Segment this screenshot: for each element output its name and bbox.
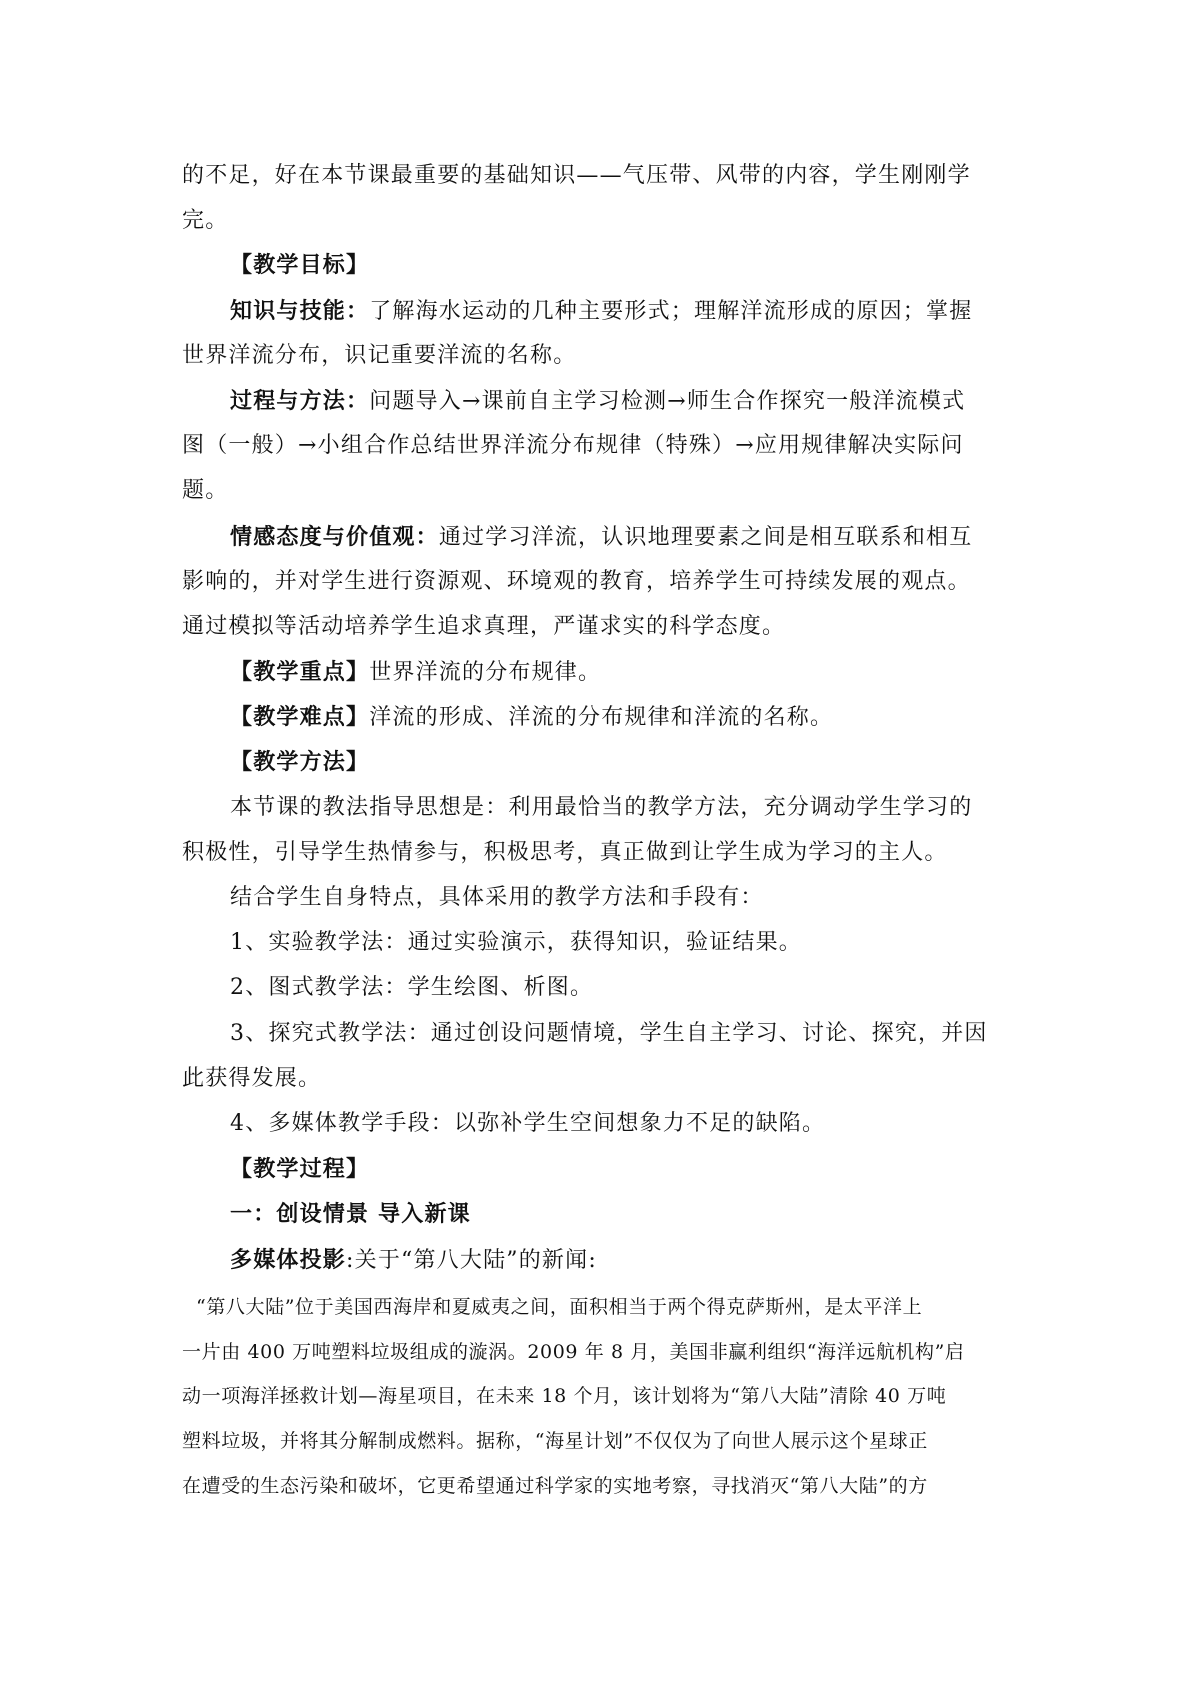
- goals-heading: 【教学目标】: [230, 252, 370, 278]
- method-paragraph-line-2: 积极性，引导学生热情参与，积极思考，真正做到让学生成为学习的主人。: [182, 840, 948, 865]
- media-text: :关于“第八大陆”的新闻:: [346, 1248, 597, 1273]
- method-paragraph-line-3: 结合学生自身特点，具体采用的教学方法和手段有：: [230, 885, 764, 910]
- knowledge-text: 了解海水运动的几种主要形式；理解洋流形成的原因；掌握: [369, 299, 973, 324]
- news-line-3: 动一项海洋拯救计划—海星项目，在未来 18 个月，该计划将为“第八大陆”清除 40 万吨: [182, 1385, 947, 1407]
- emotion-paragraph-line-1: [230, 522, 972, 553]
- difficult-point-label: 【教学难点】: [230, 704, 370, 730]
- emotion-text: 通过学习洋流，认识地理要素之间是相互联系和相互: [438, 525, 973, 550]
- method-item-3-line-2: 此获得发展。: [182, 1066, 322, 1091]
- process-paragraph-line-2: 图（一般）→小组合作总结世界洋流分布规律（特殊）→应用规律解决实际问: [182, 433, 964, 458]
- method-heading: 【教学方法】: [230, 749, 370, 775]
- media-line: [230, 1245, 597, 1276]
- method-item-3-line-1: 3、探究式教学法：通过创设问题情境，学生自主学习、讨论、探究，并因: [230, 1021, 988, 1046]
- knowledge-label: 知识与技能：: [230, 298, 370, 324]
- emotion-paragraph-line-3: 通过模拟等活动培养学生追求真理，严谨求实的科学态度。: [182, 614, 786, 639]
- difficult-point-line: [230, 702, 833, 733]
- key-point-label: 【教学重点】: [230, 659, 370, 685]
- method-item-1: 1、实验教学法：通过实验演示，获得知识，验证结果。: [230, 930, 802, 955]
- emotion-paragraph-line-2: 影响的，并对学生进行资源观、环境观的教育，培养学生可持续发展的观点。: [182, 569, 971, 594]
- key-point-line: [230, 657, 601, 688]
- media-label: 多媒体投影: [230, 1247, 347, 1273]
- knowledge-paragraph-line-2: 世界洋流分布，识记重要洋流的名称。: [182, 343, 577, 368]
- intro-line-2: 完。: [182, 208, 229, 233]
- news-line-5: 在遭受的生态污染和破坏，它更希望通过科学家的实地考察，寻找消灭“第八大陆”的方: [182, 1475, 928, 1497]
- news-line-2: 一片由 400 万吨塑料垃圾组成的漩涡。2009 年 8 月，美国非赢利组织“海洋远航机构”启: [182, 1341, 965, 1363]
- key-point-text: 世界洋流的分布规律。: [369, 660, 602, 685]
- knowledge-paragraph-line-1: [230, 296, 972, 327]
- method-item-4: 4、多媒体教学手段：以弥补学生空间想象力不足的缺陷。: [230, 1111, 826, 1136]
- process-label: 过程与方法：: [230, 388, 370, 414]
- method-item-2: 2、图式教学法：学生绘图、析图。: [230, 975, 594, 1000]
- teaching-process-heading: 【教学过程】: [230, 1156, 370, 1182]
- emotion-label: 情感态度与价值观：: [230, 524, 439, 550]
- step-1-heading: 一：创设情景 导入新课: [230, 1201, 471, 1227]
- process-paragraph-line-3: 题。: [182, 478, 229, 503]
- intro-line-1: 的不足，好在本节课最重要的基础知识——气压带、风带的内容，学生刚刚学: [182, 163, 971, 188]
- news-line-4: 塑料垃圾，并将其分解制成燃料。据称，“海星计划”不仅仅为了向世人展示这个星球正: [182, 1430, 928, 1452]
- process-text: 问题导入→课前自主学习检测→师生合作探究一般洋流模式: [369, 389, 966, 414]
- process-paragraph-line-1: [230, 386, 965, 417]
- difficult-point-text: 洋流的形成、洋流的分布规律和洋流的名称。: [369, 705, 834, 730]
- news-line-1: “第八大陆”位于美国西海岸和夏威夷之间，面积相当于两个得克萨斯州，是太平洋上: [196, 1296, 923, 1318]
- method-paragraph-line-1: 本节课的教法指导思想是：利用最恰当的教学方法，充分调动学生学习的: [230, 795, 973, 820]
